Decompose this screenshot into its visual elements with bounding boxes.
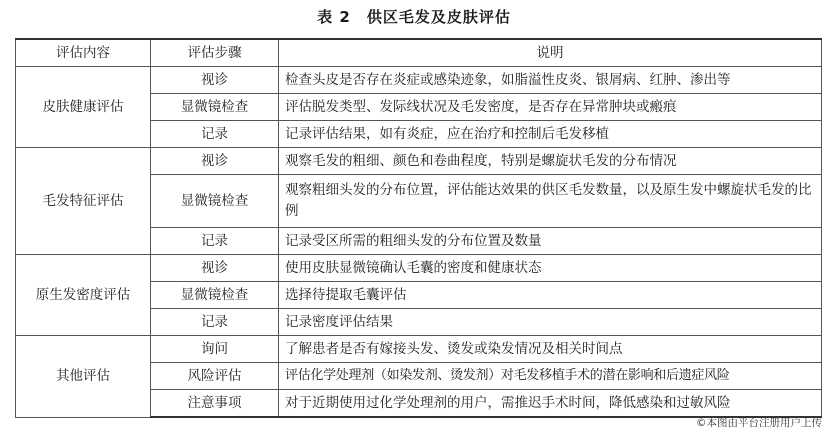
description-cell: 观察毛发的粗细、颜色和卷曲程度，特别是螺旋状毛发的分布情况 [279, 148, 822, 175]
step-cell: 询问 [151, 336, 279, 363]
table-row [16, 336, 822, 363]
table-title-text: 供区毛发及皮肤评估 [366, 8, 511, 26]
step-cell: 视诊 [151, 67, 279, 94]
table-row [16, 148, 822, 175]
step-cell: 视诊 [151, 255, 279, 282]
description-cell: 观察粗细头发的分布位置，评估能达效果的供区毛发数量，以及原生发中螺旋状毛发的比例 [279, 175, 822, 228]
step-cell: 记录 [151, 228, 279, 255]
category-cell: 其他评估 [16, 336, 151, 418]
table-row [16, 255, 822, 282]
table-title [0, 6, 828, 27]
description-cell: 评估化学处理剂（如染发剂、烫发剂）对毛发移植手术的潜在影响和后遗症风险 [279, 363, 822, 390]
header-content: 评估内容 [16, 39, 151, 67]
description-cell: 评估脱发类型、发际线状况及毛发密度，是否存在异常肿块或瘢痕 [279, 94, 822, 121]
description-cell: 使用皮肤显微镜确认毛囊的密度和健康状态 [279, 255, 822, 282]
watermark: ©本图由平台注册用户上传 [696, 417, 822, 429]
description-cell: 检查头皮是否存在炎症或感染迹象，如脂溢性皮炎、银屑病、红肿、渗出等 [279, 67, 822, 94]
table-row [16, 67, 822, 94]
category-cell: 毛发特征评估 [16, 148, 151, 255]
description-cell: 记录密度评估结果 [279, 309, 822, 336]
header-description: 说明 [279, 39, 822, 67]
step-cell: 显微镜检查 [151, 175, 279, 228]
step-cell: 注意事项 [151, 390, 279, 418]
step-cell: 显微镜检查 [151, 282, 279, 309]
description-cell: 记录受区所需的粗细头发的分布位置及数量 [279, 228, 822, 255]
step-cell: 视诊 [151, 148, 279, 175]
evaluation-table [15, 38, 822, 418]
table-number: 表 2 [317, 8, 351, 26]
header-steps: 评估步骤 [151, 39, 279, 67]
description-cell: 选择待提取毛囊评估 [279, 282, 822, 309]
step-cell: 显微镜检查 [151, 94, 279, 121]
step-cell: 风险评估 [151, 363, 279, 390]
step-cell: 记录 [151, 309, 279, 336]
description-cell: 了解患者是否有嫁接头发、烫发或染发情况及相关时间点 [279, 336, 822, 363]
category-cell: 原生发密度评估 [16, 255, 151, 336]
description-cell: 记录评估结果，如有炎症，应在治疗和控制后毛发移植 [279, 121, 822, 148]
step-cell: 记录 [151, 121, 279, 148]
table-header-row [16, 39, 822, 67]
description-cell: 对于近期使用过化学处理剂的用户，需推迟手术时间，降低感染和过敏风险 [279, 390, 822, 418]
category-cell: 皮肤健康评估 [16, 67, 151, 148]
